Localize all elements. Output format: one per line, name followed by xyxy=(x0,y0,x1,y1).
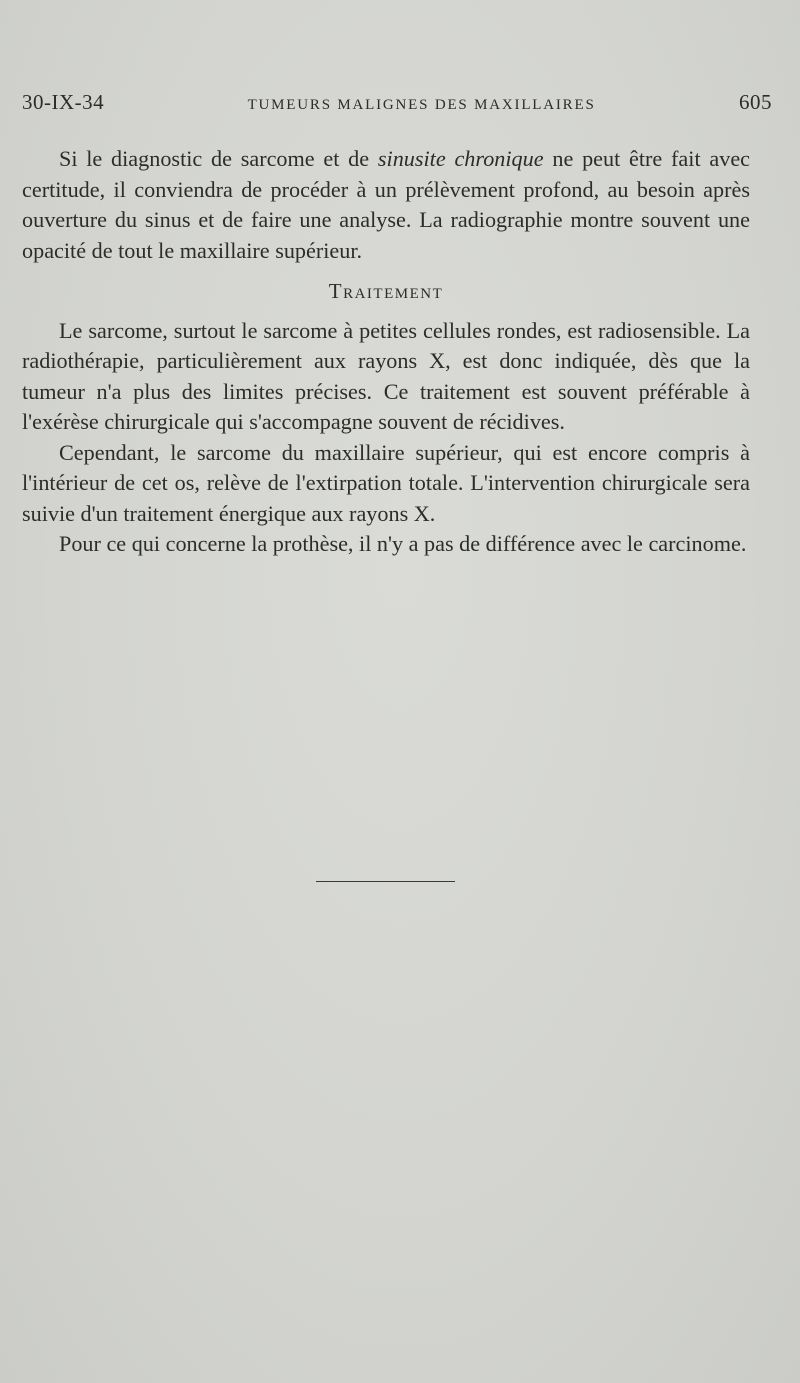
header-title: TUMEURS MALIGNES DES MAXILLAIRES xyxy=(247,97,596,113)
section-title: Traitement xyxy=(328,279,444,303)
paragraph-surgery: Cependant, le sarcome du maxillaire supérieur, qui est encore compris à l'intérieur de cet os, relève de l'extirpation totale. L'intervention chirurgicale sera suivie d'un traitement énergique aux rayons X. xyxy=(22,439,750,526)
paragraph-diagnosis-end: ne peut être fait avec certitude, il conviendra de procéder à un prélèvement profond, au besoin après ouverture du sinus et de faire une analyse. La radiographie montre souvent une opacité de tout le maxillaire supérieur. xyxy=(22,146,751,263)
paragraph-diagnosis-start: Si le diagnostic de sarcome et de xyxy=(59,146,378,171)
body-text xyxy=(22,144,750,560)
paragraph-prosthesis: Pour ce qui concerne la prothèse, il n'y a pas de différence avec le carcinome. xyxy=(59,531,747,556)
paragraph-radiosensitivity: Le sarcome, surtout le sarcome à petites cellules rondes, est radiosensible. La radiothérapie, particulièrement aux rayons X, est donc indiquée, dès que la tumeur n'a plus des limites précises. Ce traitement est souvent préférable à l'exérèse chirurgicale qui s'accompagne souvent de récidives. xyxy=(22,317,750,434)
header-date: 30-IX-34 xyxy=(22,90,105,114)
running-header xyxy=(22,90,772,120)
paragraph-diagnosis xyxy=(22,144,750,266)
end-rule xyxy=(316,881,455,882)
page-number: 605 xyxy=(739,90,772,114)
paragraph-diagnosis-italic: sinusite chronique xyxy=(377,146,544,171)
